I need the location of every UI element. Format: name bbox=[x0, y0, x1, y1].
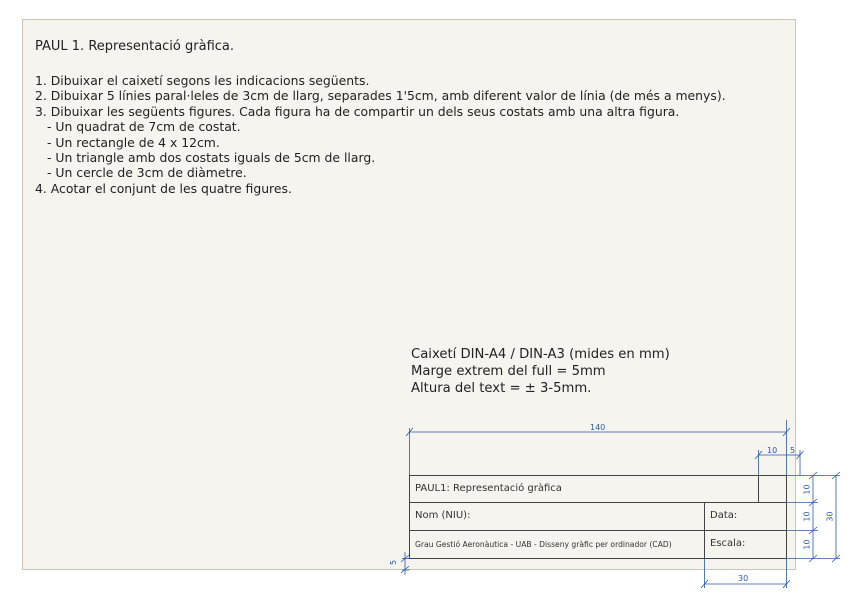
note-line-2: Marge extrem del full = 5mm bbox=[411, 364, 606, 379]
dim-small-box: 10 bbox=[767, 446, 778, 455]
title-block-date-label: Data: bbox=[710, 510, 738, 521]
title-block-scale-label: Escala: bbox=[710, 538, 746, 549]
dim-row-1: 10 bbox=[802, 484, 812, 495]
instruction-line: 3. Dibuixar les següents figures. Cada figura ha de compartir un dels seus costats amb una altra figura. bbox=[35, 103, 680, 119]
exercise-title: PAUL 1. Representació gràfica. bbox=[35, 39, 234, 54]
dim-row-3: 10 bbox=[802, 539, 812, 550]
instruction-line: - Un triangle amb dos costats iguals de 5cm de llarg. bbox=[47, 150, 376, 166]
instruction-line: 4. Acotar el conjunt de les quatre figures. bbox=[35, 180, 292, 196]
dim-bottom-width: 30 bbox=[738, 574, 749, 583]
note-line-3: Altura del text = ± 3-5mm. bbox=[411, 381, 592, 396]
instruction-line: - Un quadrat de 7cm de costat. bbox=[47, 119, 241, 135]
instruction-line: - Un cercle de 3cm de diàmetre. bbox=[47, 165, 247, 181]
dim-total-height: 30 bbox=[825, 511, 835, 522]
instruction-line: - Un rectangle de 4 x 12cm. bbox=[47, 134, 220, 150]
dim-width-total: 140 bbox=[590, 423, 606, 432]
instruction-line: 1. Dibuixar el caixetí segons les indicacions següents. bbox=[35, 73, 370, 88]
note-line-1: Caixetí DIN-A4 / DIN-A3 (mides en mm) bbox=[411, 347, 670, 362]
dim-row-2: 10 bbox=[802, 511, 812, 522]
title-block-name-label: Nom (NIU): bbox=[415, 510, 471, 521]
dim-right-margin: 5 bbox=[790, 446, 796, 455]
title-block-exercise: PAUL1: Representació gràfica bbox=[415, 483, 562, 494]
title-block-course: Grau Gestió Aeronàutica - UAB - Disseny gràfic per ordinador (CAD) bbox=[415, 540, 672, 549]
instruction-line: 2. Dibuixar 5 línies paral·leles de 3cm de llarg, separades 1'5cm, amb diferent valor de línia (de més a menys). bbox=[35, 88, 726, 104]
dim-bottom-margin: 5 bbox=[389, 559, 399, 566]
